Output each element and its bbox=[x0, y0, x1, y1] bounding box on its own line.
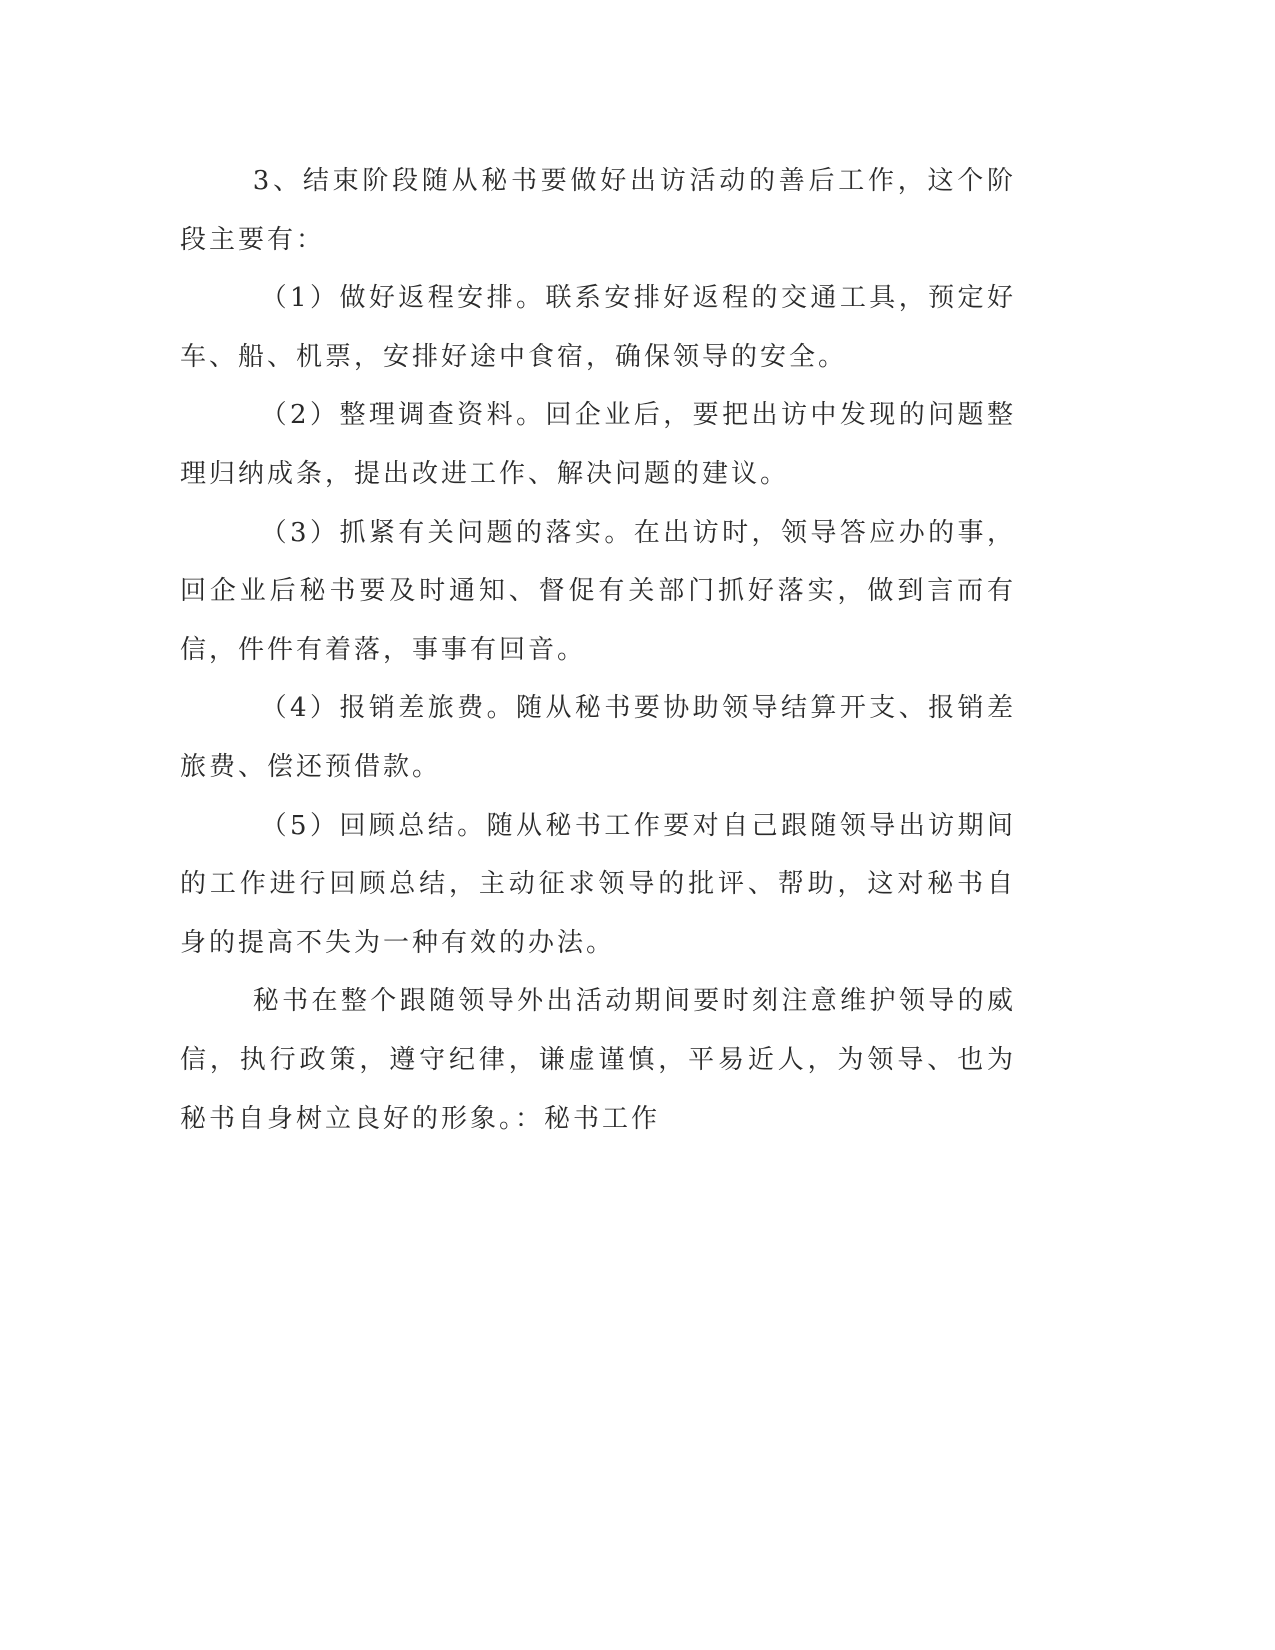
paragraph-conclusion: 秘书在整个跟随领导外出活动期间要时刻注意维护领导的威信，执行政策，遵守纪律，谦虚谨慎，平易近人，为领导、也为秘书自身树立良好的形象。：秘书工作 bbox=[180, 986, 1016, 1134]
paragraph-item-2: （2）整理调查资料。回企业后，要把出访中发现的问题整理归纳成条，提出改进工作、解决问题的建议。 bbox=[180, 400, 1016, 489]
document-body bbox=[180, 152, 1016, 1148]
paragraph-item-1: （1）做好返程安排。联系安排好返程的交通工具，预定好车、船、机票，安排好途中食宿，确保领导的安全。 bbox=[180, 283, 1016, 372]
paragraph-item-3: （3）抓紧有关问题的落实。在出访时，领导答应办的事，回企业后秘书要及时通知、督促有关部门抓好落实，做到言而有信，件件有着落，事事有回音。 bbox=[180, 517, 1016, 665]
paragraph-item-4: （4）报销差旅费。随从秘书要协助领导结算开支、报销差旅费、偿还预借款。 bbox=[180, 693, 1016, 782]
paragraph-closing-stage-intro: 3、结束阶段随从秘书要做好出访活动的善后工作，这个阶段主要有： bbox=[180, 166, 1016, 255]
paragraph-item-5: （5）回顾总结。随从秘书工作要对自己跟随领导出访期间的工作进行回顾总结，主动征求领导的批评、帮助，这对秘书自身的提高不失为一种有效的办法。 bbox=[180, 810, 1016, 958]
